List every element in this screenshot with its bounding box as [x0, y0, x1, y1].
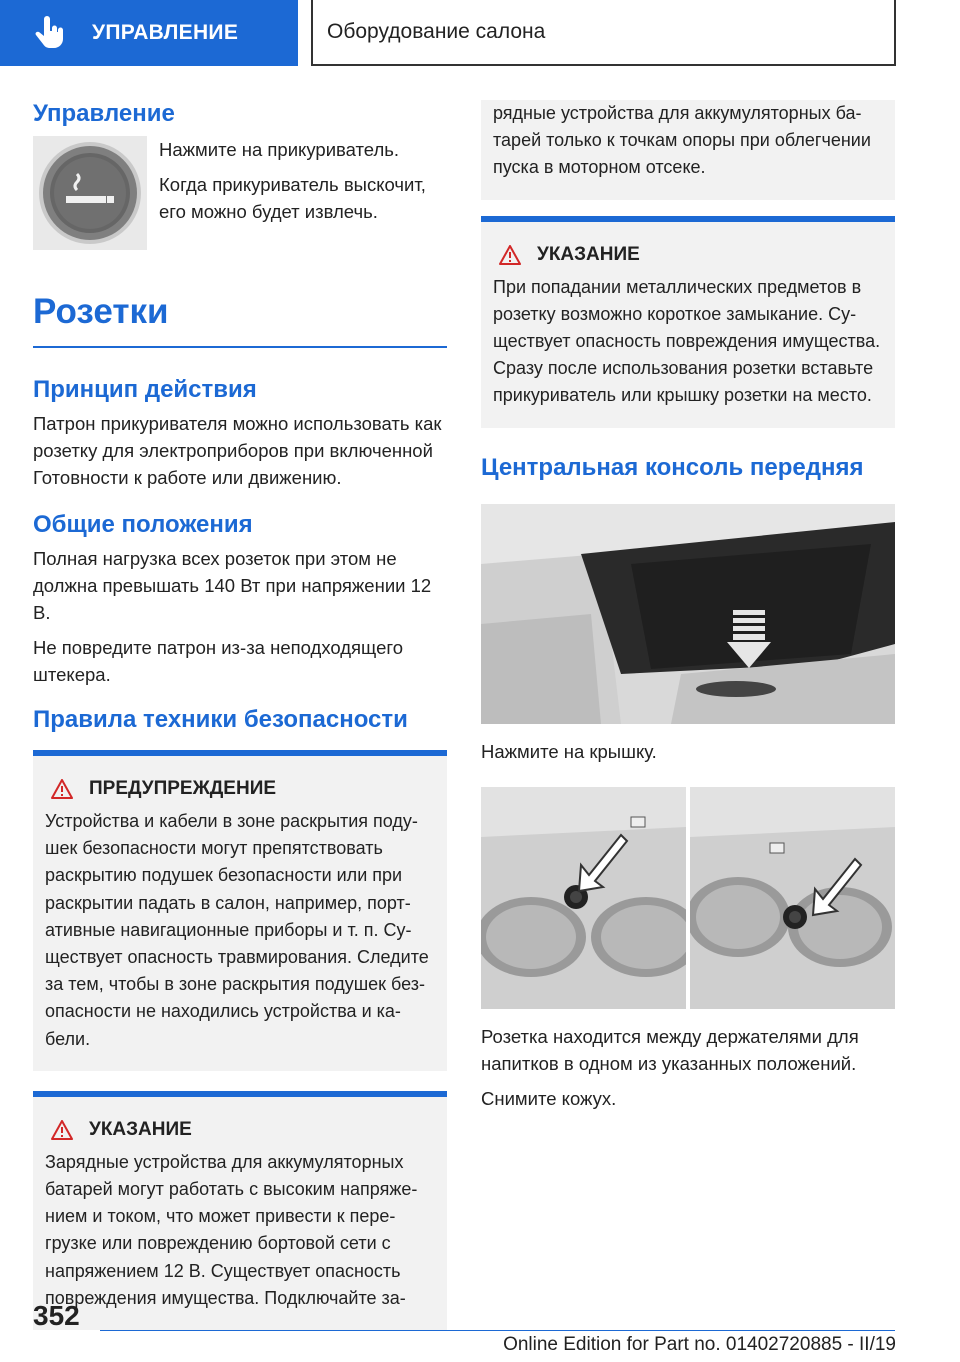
socket-right-position [690, 787, 895, 1009]
section-title: Оборудование салона [311, 0, 896, 66]
notice-text-1-continued: рядные устройства для аккумуляторных батарей только к точкам опоры при облегчении пуска в моторном отсеке. [493, 103, 871, 178]
general-heading: Общие положения [33, 511, 253, 538]
notice-triangle-icon [51, 1120, 73, 1140]
notice-text-1: Зарядные устройства для аккумуляторных батарей могут работать с высоким напряжением и током, что может привести к перегрузке или повреждению бортовой сети с напряжением 12 В. Существует опасность повреждения имущества. Подключайте за- [45, 1151, 418, 1308]
warning-triangle-icon [51, 779, 73, 799]
cigarette-lighter-icon [33, 136, 147, 250]
console-text-1: Розетка находится между держателями для напитков в одном из указанных положений. [481, 1025, 859, 1074]
footer-rule [100, 1330, 895, 1331]
left-column [33, 100, 447, 1330]
right-column [481, 100, 895, 1112]
principle-text: Патрон прикуривателя можно использовать как розетку для электроприборов при включенной Готовности к работе или движению. [33, 413, 442, 488]
console-heading: Центральная консоль передняя [481, 453, 864, 481]
chapter-tab[interactable] [0, 0, 298, 66]
socket-left-position [481, 787, 686, 1009]
warning-box [33, 750, 447, 1071]
notice-heading-2: УКАЗАНИЕ [537, 243, 640, 265]
chapter-label: УПРАВЛЕНИЕ [92, 21, 239, 44]
control-step-1: Нажмите на прикуриватель. [159, 139, 400, 160]
notice-box-2 [481, 216, 895, 428]
notice-triangle-icon [499, 245, 521, 265]
heading-rule [33, 346, 447, 348]
console-text-2: Снимите кожух. [481, 1087, 617, 1109]
notice-text-2: При попадании металлических предметов в розетку возможно короткое замыкание. Существует опасность повреждения имущества. Сразу после использования розетки вставьте прикуриватель или крышку розетки на место. [493, 276, 881, 406]
hand-pointer-icon [34, 16, 64, 50]
notice-heading-1: УКАЗАНИЕ [89, 1118, 192, 1140]
sockets-heading: Розетки [33, 292, 169, 331]
safety-heading: Правила техники безопасности [33, 706, 408, 733]
control-heading: Управление [33, 100, 175, 127]
principle-heading: Принцип действия [33, 376, 257, 403]
console-cover-photo [481, 504, 895, 724]
warning-heading: ПРЕДУПРЕЖДЕНИЕ [89, 778, 277, 799]
general-text-2: Не повредите патрон из-за неподходящего штекера. [33, 637, 403, 685]
edition-footer: Online Edition for Part no. 01402720885 - II/19 [503, 1334, 896, 1355]
console-caption: Нажмите на крышку. [481, 740, 657, 762]
control-step-2: Когда прикуриватель выскочит, его можно будет извлечь. [159, 174, 426, 222]
general-text-1: Полная нагрузка всех розеток при этом не должна превышать 140 Вт при напряжении 12 В. [33, 548, 432, 623]
socket-positions-photo [481, 787, 895, 1009]
page-number: 352 [33, 1300, 80, 1331]
notice-box-1-continued [481, 100, 895, 200]
notice-box-1 [33, 1091, 447, 1330]
cigarette-lighter-image [33, 136, 147, 250]
warning-text: Устройства и кабели в зоне раскрытия подушек безопасности могут препятствовать раскрытию подушек безопасности или при раскрытии падать в салон, например, портативные навигационные приборы и т. п. Существует опасность травмирования. Следите за тем, чтобы в зоне раскрытия подушек безопасности не находились устройства и кабели. [45, 811, 429, 1049]
